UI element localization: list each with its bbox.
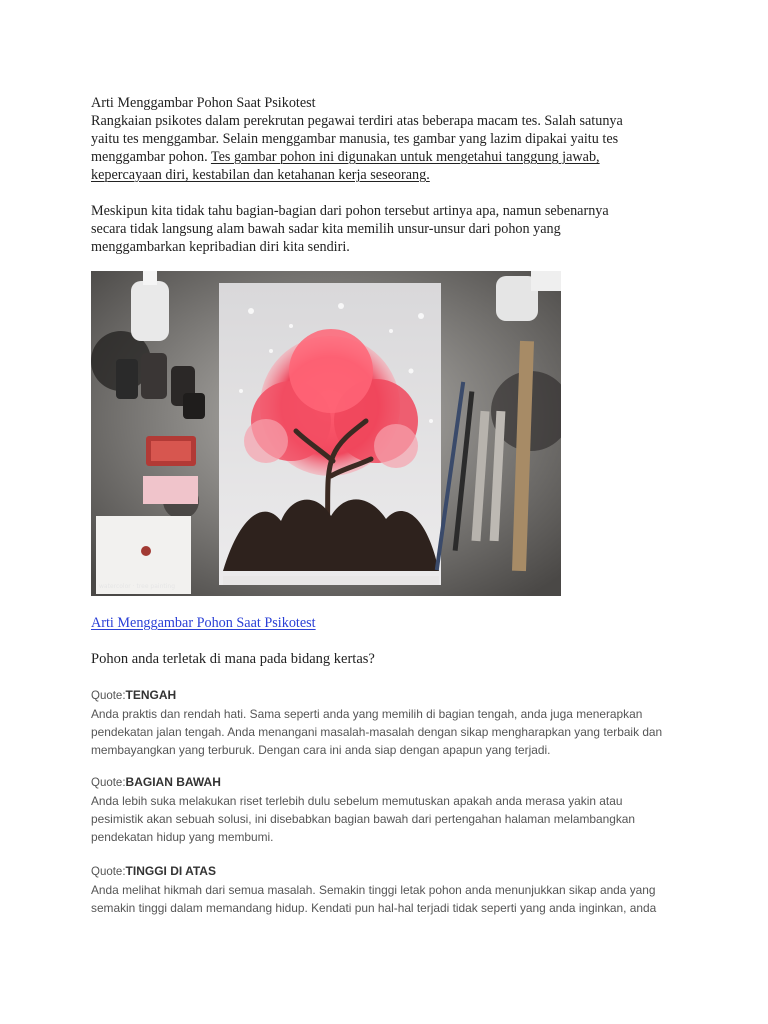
section-question: Pohon anda terletak di mana pada bidang kertas? [91, 651, 375, 667]
paragraph-line: menggambarkan kepribadian diri kita sendiri. [91, 239, 350, 255]
quote-block-bagian-bawah [91, 773, 671, 846]
image-caption-link[interactable]: Arti Menggambar Pohon Saat Psikotest [91, 615, 316, 631]
quote-heading: BAGIAN BAWAH [125, 775, 221, 789]
quote-line: Anda melihat hikmah dari semua masalah. Semakin tinggi letak pohon anda menunjukkan sikap anda yang [91, 883, 656, 897]
intro-line [91, 166, 681, 184]
intro-paragraph [91, 112, 681, 184]
quote-label: Quote: [91, 690, 126, 702]
quote-line: semakin tinggi dalam memandang hidup. Kendati pun hal-hal terjadi tidak seperti yang anda inginkan, anda [91, 901, 657, 915]
paragraph-line: Meskipun kita tidak tahu bagian-bagian dari pohon tersebut artinya apa, namun sebenarnya [91, 203, 609, 219]
intro-line: Rangkaian psikotes dalam perekrutan pegawai terdiri atas beberapa macam tes. Salah satunya [91, 113, 623, 129]
quote-heading-line [91, 686, 671, 705]
quote-label: Quote: [91, 866, 126, 878]
quote-heading: TENGAH [125, 688, 177, 702]
quote-line: Anda praktis dan rendah hati. Sama seperti anda yang memilih di bagian tengah, anda juga menerapkan [91, 707, 643, 721]
quote-label: Quote: [91, 777, 126, 789]
quote-line: pendekatan jalan tengah. Anda menangani masalah-masalah dengan sikap mengharapkan yang terbaik dan [91, 725, 663, 739]
quote-line: pesimistik akan sebuah solusi, ini disebabkan bagian bawah dari pertengahan halaman melambangkan [91, 812, 636, 826]
quote-heading-line [91, 862, 671, 881]
intro-line [91, 148, 681, 166]
quote-heading: TINGGI DI ATAS [125, 864, 216, 878]
photo-watermark: watercolor · tree painting [99, 583, 176, 590]
underlined-text: kepercayaan diri, kestabilan dan ketahanan kerja seseorang. [91, 167, 430, 183]
tree-painting-photo [91, 271, 561, 596]
second-paragraph [91, 202, 681, 256]
intro-text: menggambar pohon. [91, 149, 211, 165]
paragraph-line: secara tidak langsung alam bawah sadar kita memilih unsur-unsur dari pohon yang [91, 221, 561, 237]
quote-heading-line [91, 773, 671, 792]
quote-block-tinggi-di-atas [91, 862, 671, 917]
photo-illustration [91, 271, 561, 596]
intro-line: yaitu tes menggambar. Selain menggambar manusia, tes gambar yang lazim dipakai yaitu tes [91, 131, 619, 147]
quote-line: membayangkan yang terburuk. Dengan cara ini anda siap dengan apapun yang terjadi. [91, 743, 551, 757]
article-heading: Arti Menggambar Pohon Saat Psikotest [91, 95, 316, 111]
quote-block-tengah [91, 686, 671, 759]
quote-line: Anda lebih suka melakukan riset terlebih dulu sebelum memutuskan apakah anda merasa yakin atau [91, 794, 623, 808]
quote-line: pendekatan hidup yang membumi. [91, 830, 274, 844]
underlined-text: Tes gambar pohon ini digunakan untuk mengetahui tanggung jawab, [210, 149, 600, 165]
